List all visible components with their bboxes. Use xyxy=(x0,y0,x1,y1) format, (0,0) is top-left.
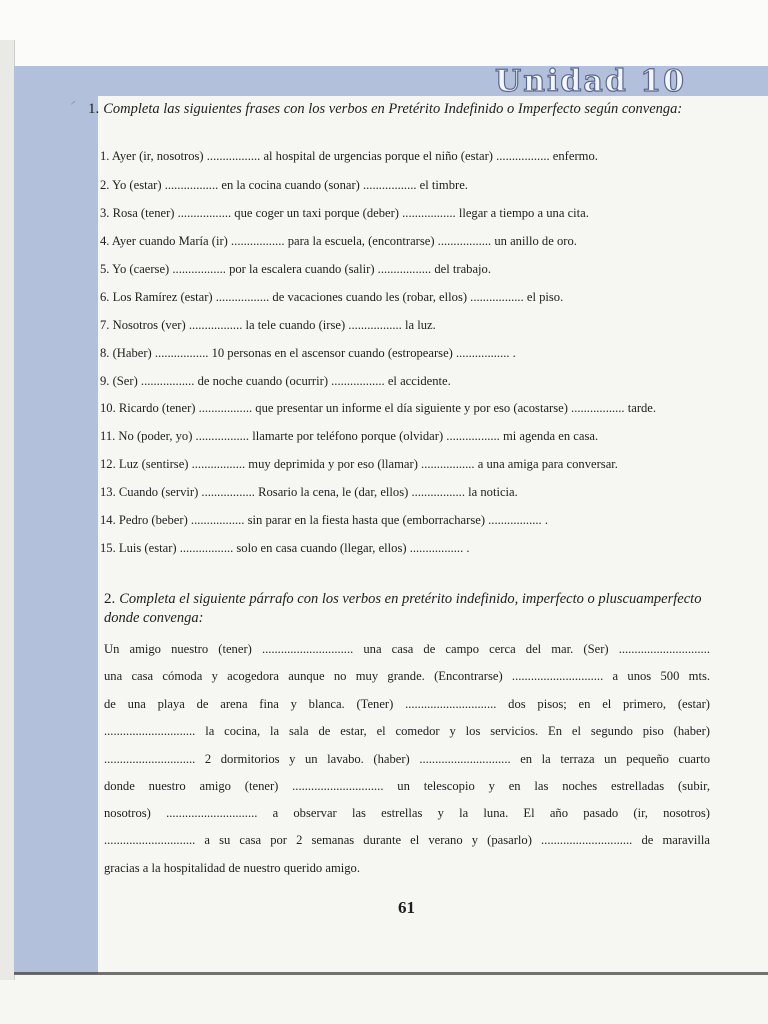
exercise2-instruction-text: Completa el siguiente párrafo con los verbos en pretérito indefinido, imperfecto o pluscuamperfecto donde convenga: xyxy=(104,591,702,626)
sentence-11: 11. No (poder, yo) ................. llamarte por teléfono porque (olvidar) ................. mi agenda en casa. xyxy=(100,429,599,443)
exercise1-number: 1. xyxy=(88,101,100,117)
bottom-rule xyxy=(14,972,768,975)
paragraph-line-7: nosotros) ............................. a observar las estrellas y la luna. El año pasado (ir, nosotros) xyxy=(104,806,710,820)
sentence-10: 10. Ricardo (tener) ................. que presentar un informe el día siguiente y por eso (acostarse) ................. tarde. xyxy=(100,401,657,415)
sentence-15: 15. Luis (estar) ................. solo en casa cuando (llegar, ellos) ................. . xyxy=(100,541,470,555)
sentence-7: 7. Nosotros (ver) ................. la tele cuando (irse) ................. la luz. xyxy=(100,318,436,332)
handwritten-note: ~ xyxy=(67,96,79,109)
paragraph-line-6: donde nuestro amigo (tener) ............................. un telescopio y en las noches estrelladas (subir, xyxy=(104,779,710,793)
page-top-margin xyxy=(0,0,768,74)
sentence-5: 5. Yo (caerse) ................. por la escalera cuando (salir) ................. del trabajo. xyxy=(100,262,491,276)
binding-edge xyxy=(0,40,15,980)
page-number: 61 xyxy=(398,898,415,917)
sentence-2: 2. Yo (estar) ................. en la cocina cuando (sonar) ................. el timbre. xyxy=(100,178,468,192)
side-band xyxy=(14,66,98,974)
exercise2-number: 2. xyxy=(104,591,116,607)
paragraph-line-2: una casa cómoda y acogedora aunque no muy grande. (Encontrarse) ............................. a unos 500 mts. xyxy=(104,669,710,683)
sentence-4: 4. Ayer cuando María (ir) ................. para la escuela, (encontrarse) ................. un anillo de oro. xyxy=(100,234,577,248)
exercise1-instruction-text: Completa las siguientes frases con los verbos en Pretérito Indefinido o Imperfecto según convenga: xyxy=(103,101,683,117)
paragraph-line-5: ............................. 2 dormitorios y un lavabo. (haber) ............................. en la terraza un pequeño cuarto xyxy=(104,752,710,766)
paragraph-line-9: gracias a la hospitalidad de nuestro querido amigo. xyxy=(104,861,360,875)
sentence-8: 8. (Haber) ................. 10 personas en el ascensor cuando (estropearse) ................. . xyxy=(100,346,516,360)
sentence-14: 14. Pedro (beber) ................. sin parar en la fiesta hasta que (emborracharse) ................. . xyxy=(100,513,548,527)
paragraph-line-4: ............................. la cocina, la sala de estar, el comedor y los servicios. En el segundo piso (haber) xyxy=(104,724,710,738)
sentence-1: 1. Ayer (ir, nosotros) ................. al hospital de urgencias porque el niño (estar) ................. enfermo. xyxy=(100,149,598,163)
paragraph-line-8: ............................. a su casa por 2 semanas durante el verano y (pasarlo) ............................. de maravilla xyxy=(104,833,710,847)
sentence-6: 6. Los Ramírez (estar) ................. de vacaciones cuando les (robar, ellos) ................. el piso. xyxy=(100,290,564,304)
paragraph-line-3: de una playa de arena fina y blanca. (Tener) ............................. dos pisos; en el primero, (estar) xyxy=(104,697,710,711)
sentence-9: 9. (Ser) ................. de noche cuando (ocurrir) ................. el accidente. xyxy=(100,374,451,388)
sentence-13: 13. Cuando (servir) ................. Rosario la cena, le (dar, ellos) ................. la noticia. xyxy=(100,485,518,499)
paragraph-line-1: Un amigo nuestro (tener) ............................. una casa de campo cerca del mar. (Ser) ............................. xyxy=(104,642,710,656)
exercise2-instruction xyxy=(104,590,712,628)
exercise1-instruction xyxy=(88,100,698,119)
sentence-3: 3. Rosa (tener) ................. que coger un taxi porque (deber) ................. llegar a tiempo a una cita. xyxy=(100,206,589,220)
header-title: Unidad 10 xyxy=(495,64,686,99)
sentence-12: 12. Luz (sentirse) ................. muy deprimida y por eso (llamar) ................. a una amiga para conversar. xyxy=(100,457,618,471)
